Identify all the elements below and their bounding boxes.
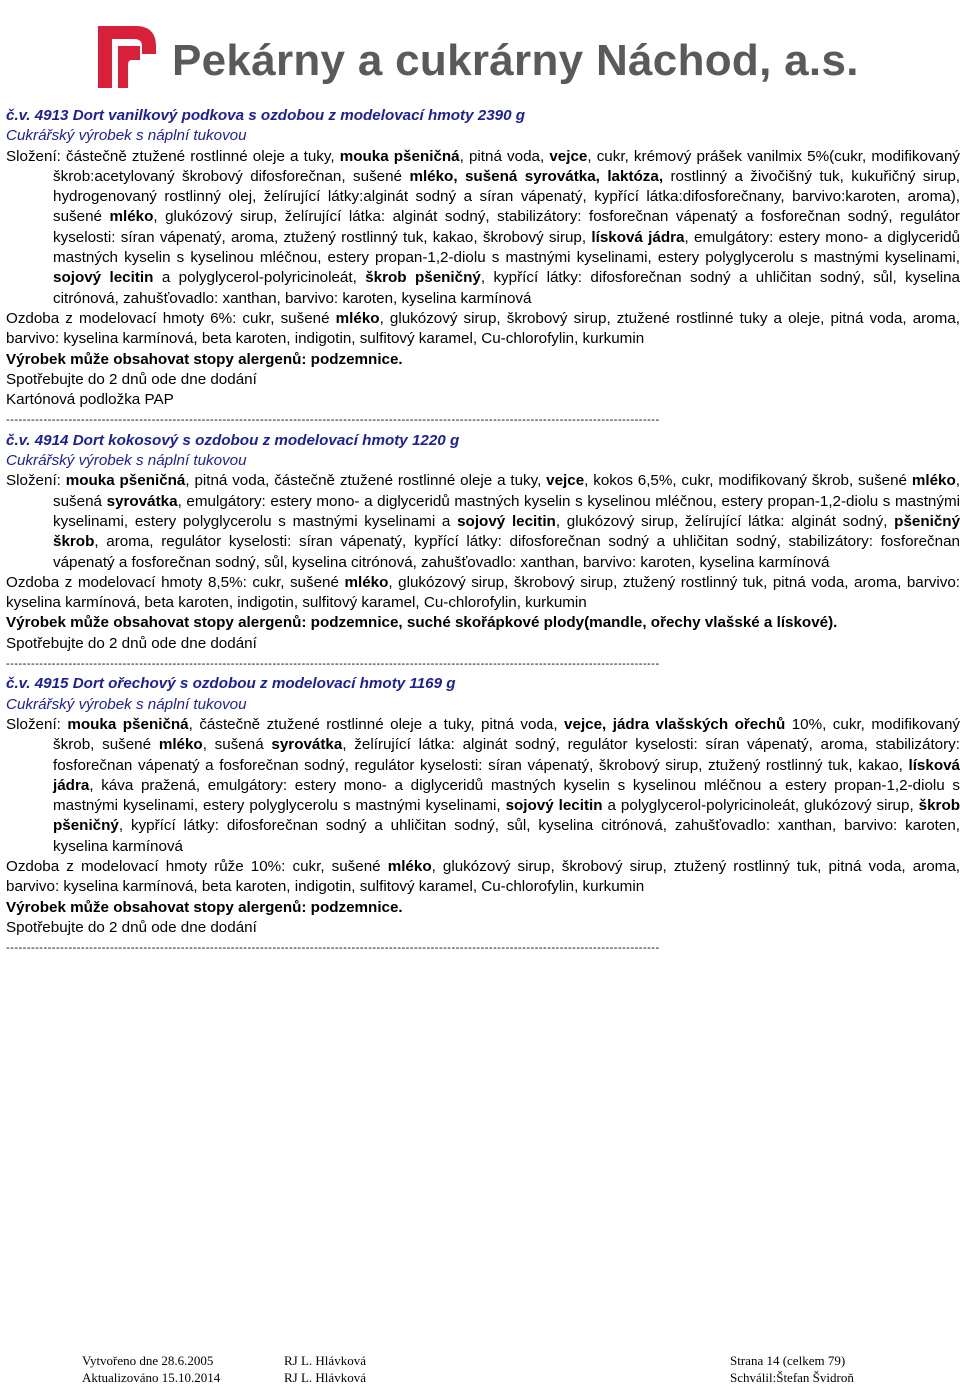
ingredient-allergen: mléko	[387, 857, 432, 875]
product-best-before: Spotřebujte do 2 dnů ode dne dodání	[6, 634, 257, 652]
ingredient-allergen: mléko	[344, 573, 389, 591]
ingredient-text: Ozdoba z modelovací hmoty 8,5%: cukr, sušené	[6, 573, 345, 591]
ingredient-allergen: sojový lecitin	[457, 512, 556, 530]
ingredient-text: , emulgátory: estery mono- a diglyceridů mastných kyselin s kyselinou mléčnou, estery propan-1,2-diolu s mastnými kyselinami, estery polyglycerolu s mastnými kyselinami a	[53, 492, 960, 530]
ingredient-allergen: vejce, jádra vlašských ořechů	[564, 715, 786, 733]
product-section	[6, 106, 960, 431]
footer-created: Vytvořeno dne 28.6.2005	[82, 1353, 214, 1368]
product-title: č.v. 4915 Dort ořechový s ozdobou z modelovací hmoty 1169 g	[6, 675, 456, 693]
ingredient-text: Složení: částečně ztužené rostlinné oleje a tuky,	[6, 147, 340, 165]
ingredient-allergen: syrovátka	[271, 736, 343, 754]
ingredient-text: Ozdoba z modelovací hmoty 6%: cukr, sušené	[6, 309, 336, 327]
ingredient-text: a polyglycerol-polyricinoleát,	[153, 269, 366, 287]
ingredient-allergen: škrob pšeničný	[53, 797, 960, 835]
company-name: Pekárny a cukrárny Náchod, a.s.	[172, 36, 859, 85]
product-best-before: Spotřebujte do 2 dnů ode dne dodání	[6, 918, 257, 936]
ingredient-text: , želírující látka: alginát sodný, regulátor kyselosti: síran vápenatý, aroma, stabilizátory: fosforečnan vápenatý a fosforečnan sodný, regulátor kyselosti: síran vápenatý, škrobový sirup, ztužený rostlinný tuk, kakao,	[53, 736, 960, 774]
ingredient-allergen: vejce	[546, 472, 585, 490]
product-composition	[6, 147, 960, 309]
product-section	[6, 674, 960, 958]
page-footer	[82, 1352, 882, 1386]
ingredient-allergen: lísková jádra	[591, 228, 685, 246]
footer-author: RJ L. Hlávková	[284, 1353, 366, 1368]
footer-approved: Schválil:Štefan Švidroň	[730, 1370, 854, 1385]
ingredient-text: Složení:	[6, 472, 66, 490]
footer-updated: Aktualizováno 15.10.2014	[82, 1370, 221, 1385]
product-composition	[6, 471, 960, 572]
product-best-before: Spotřebujte do 2 dnů ode dne dodání	[6, 370, 257, 388]
ingredient-text: rostlinný a živočišný tuk, kukuřičný sirup, hydrogenovaný rostlinný olej, želírující látky:alginát sodný a síran vápenatý, kypřící látka:difosforečnany, barvivo:karoten, aroma), sušené	[53, 167, 960, 226]
ingredient-text: , glukózový sirup, škrobový sirup, ztužený rostlinný tuk, pitná voda, aroma, barvivo: kyselina karmínová, beta karoten, indigotin, sulfitový karamel, Cu-chlorofylin, kurkumin	[6, 857, 960, 896]
product-section	[6, 431, 960, 675]
ingredient-text: , glukózový sirup, želírující látka: alginát sodný,	[555, 512, 895, 530]
ingredient-allergen: pšeničný škrob	[53, 512, 960, 551]
ingredient-allergen: mouka pšeničná	[67, 715, 189, 733]
ingredient-allergen: mouka pšeničná	[339, 147, 460, 165]
product-decoration	[6, 309, 960, 350]
section-separator: -------------------------------------------------------------------------------------------------------------------------------------------------------------	[6, 414, 660, 427]
ingredient-allergen: škrob pšeničný	[365, 269, 481, 287]
product-allergens: Výrobek může obsahovat stopy alergenů: podzemnice, suché skořápkové plody(mandle, ořechy vlašské a lískové).	[6, 614, 838, 632]
ingredient-text: , sušená	[202, 736, 272, 754]
ingredient-text: , kypřící látky: difosforečnan sodný a uhličitan sodný, sůl, kyselina citrónová, zahušťovadlo: xanthan, barvivo: karoten, kyselina karmínová	[53, 817, 960, 855]
ingredient-allergen: lísková jádra	[53, 756, 960, 794]
product-allergens: Výrobek může obsahovat stopy alergenů: podzemnice.	[6, 350, 403, 368]
ingredient-allergen: sojový lecitin	[505, 797, 603, 815]
product-title: č.v. 4913 Dort vanilkový podkova s ozdobou z modelovací hmoty 2390 g	[6, 107, 526, 124]
ingredient-text: , káva pražená, emulgátory: estery mono- a diglyceridů mastných kyselin s kyselinou mléčnou a estery propan-1,2-diolu s mastnými kyselinami, estery polyglycerolu s mastnými kyselinami,	[53, 776, 960, 815]
footer-author-updated: RJ L. Hlávková	[284, 1370, 366, 1385]
company-logo-icon	[96, 24, 158, 90]
footer-page: Strana 14 (celkem 79)	[730, 1353, 846, 1368]
ingredient-text: , pitná voda, částečně ztužené rostlinné oleje a tuky,	[185, 472, 547, 490]
product-category: Cukrářský výrobek s náplní tukovou	[6, 452, 247, 470]
product-title: č.v. 4914 Dort kokosový s ozdobou z modelovací hmoty 1220 g	[6, 431, 460, 449]
ingredient-text: , cukr, krémový prášek vanilmix 5%(cukr, modifikovaný škrob:acetylovaný škrobový difosforečnan, sušené	[53, 147, 960, 185]
ingredient-allergen: sojový lecitin	[53, 269, 154, 287]
ingredient-allergen: mléko	[158, 736, 203, 754]
product-decoration	[6, 857, 960, 898]
ingredient-text: , kypřící látky: difosforečnan sodný a uhličitan sodný, sůl, kyselina citrónová, zahušťovadlo: xanthan, barvivo: karoten, kyselina karmínová	[53, 269, 960, 307]
product-category: Cukrářský výrobek s náplní tukovou	[6, 695, 247, 713]
product-category: Cukrářský výrobek s náplní tukovou	[6, 127, 247, 145]
ingredient-allergen: mléko	[109, 208, 154, 226]
ingredient-text: , emulgátory: estery mono- a diglyceridů mastných kyselin s kyselinou mléčnou, estery propan-1,2-diolu s mastnými kyselinami, estery polyglycerolu s mastnými kyselinami,	[53, 228, 960, 267]
ingredient-text: , částečně ztužené rostlinné oleje a tuky, pitná voda,	[188, 715, 565, 733]
ingredient-allergen: mouka pšeničná	[65, 472, 186, 490]
page-header	[0, 0, 960, 110]
ingredient-allergen: vejce	[549, 147, 588, 165]
product-decoration	[6, 573, 960, 614]
product-allergens: Výrobek může obsahovat stopy alergenů: podzemnice.	[6, 898, 403, 916]
ingredient-allergen: syrovátka	[106, 492, 178, 510]
ingredient-allergen: mléko	[911, 472, 956, 490]
ingredient-text: , pitná voda,	[459, 147, 550, 165]
ingredient-allergen: mléko	[335, 309, 380, 327]
ingredient-text: Složení:	[6, 715, 68, 733]
document-body	[6, 106, 960, 958]
section-separator: -------------------------------------------------------------------------------------------------------------------------------------------------------------	[6, 942, 660, 955]
ingredient-text: , kokos 6,5%, cukr, modifikovaný škrob, sušené	[584, 472, 912, 490]
ingredient-text: 10%, cukr, modifikovaný škrob, sušené	[53, 715, 960, 754]
section-separator: -------------------------------------------------------------------------------------------------------------------------------------------------------------	[6, 658, 660, 671]
ingredient-text: Ozdoba z modelovací hmoty růže 10%: cukr, sušené	[6, 857, 388, 875]
ingredient-text: , sušená	[53, 472, 960, 510]
ingredient-allergen: mléko, sušená syrovátka, laktóza,	[409, 167, 664, 185]
ingredient-text: , glukózový sirup, škrobový sirup, ztužené rostlinné tuky a oleje, pitná voda, aroma, barvivo: kyselina karmínová, beta karoten, indigotin, sulfitový karamel, Cu-chlorofylin, kurkumin	[6, 309, 960, 348]
ingredient-text: a polyglycerol-polyricinoleát, glukózový sirup,	[602, 797, 919, 815]
product-composition	[6, 715, 960, 857]
product-extra: Kartónová podložka PAP	[6, 391, 174, 409]
ingredient-text: , glukózový sirup, škrobový sirup, ztužený rostlinný tuk, pitná voda, aroma, barvivo: kyselina karmínová, beta karoten, indigotin, sulfitový karamel, Cu-chlorofylin, kurkumin	[6, 573, 960, 612]
ingredient-text: , glukózový sirup, želírující látka: alginát sodný, stabilizátory: fosforečnan vápenatý a fosforečnan sodný, regulátor kyselosti: síran vápenatý, aroma, ztužený rostlinný tuk, kakao, škrobový sirup,	[53, 208, 960, 246]
ingredient-text: , aroma, regulátor kyselosti: síran vápenatý, kypřící látky: difosforečnan sodný a uhličitan sodný, stabilizátory: fosforečnan vápenatý a fosforečnan sodný, sůl, kyselina citrónová, zahušťovadlo: xanthan, barvivo: karoten, kyselina karmínová	[53, 533, 960, 571]
